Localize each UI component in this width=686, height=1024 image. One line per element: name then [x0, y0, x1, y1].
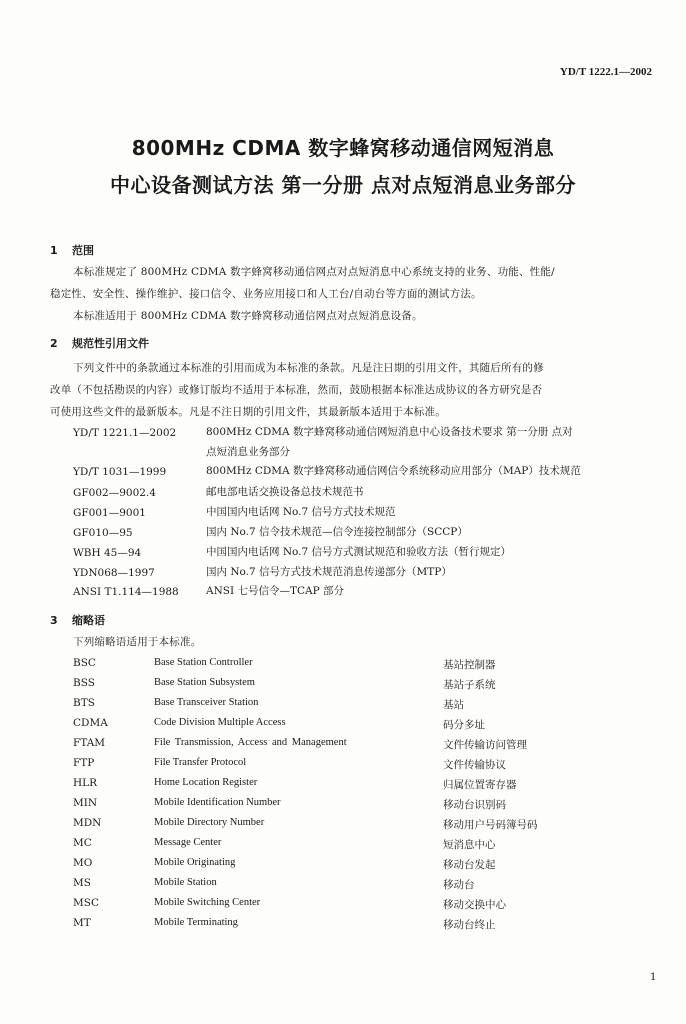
reference-title: 国内 No.7 信号方式技术规范消息传递部分（MTP） [206, 566, 452, 578]
document-title-line1: 800MHz CDMA 数字蜂窝移动通信网短消息 [131, 136, 555, 160]
abbreviation-english: Base Transceiver Station [154, 697, 259, 708]
abbreviation-chinese: 移动交换中心 [443, 899, 506, 911]
section-2-heading [50, 335, 149, 351]
section-title: 规范性引用文件 [72, 337, 149, 350]
abbreviation-english: Mobile Originating [154, 857, 236, 868]
abbreviation-code: HLR [73, 777, 98, 789]
reference-code: YDN068—1997 [73, 567, 155, 579]
abbreviation-code: MC [73, 837, 92, 849]
abbreviation-chinese: 移动台终止 [443, 919, 496, 931]
document-title-line2: 中心设备测试方法 第一分册 点对点短消息业务部分 [110, 173, 576, 197]
abbreviation-chinese: 码分多址 [443, 719, 485, 731]
abbreviation-code: FTAM [73, 737, 106, 749]
abbreviation-english: Mobile Directory Number [154, 817, 265, 828]
reference-code: YD/T 1221.1—2002 [73, 427, 177, 439]
abbreviation-english: Mobile Terminating [154, 917, 238, 928]
abbreviation-english: File Transmission, Access and Management [154, 737, 347, 748]
abbreviation-code: BSC [73, 657, 96, 669]
abbreviation-code: MSC [73, 897, 99, 909]
abbreviation-english: Mobile Identification Number [154, 797, 281, 808]
abbreviation-chinese: 基站 [443, 699, 464, 711]
reference-title: 中国国内电话网 No.7 信号方式技术规范 [206, 506, 396, 518]
section-number: 3 [50, 614, 58, 627]
reference-code: GF001—9001 [73, 507, 146, 519]
section-title: 缩略语 [72, 614, 105, 627]
abbreviation-english: Message Center [154, 837, 222, 848]
section-2-paragraph-line: 下列文件中的条款通过本标准的引用而成为本标准的条款。凡是注日期的引用文件，其随后所有的修 [73, 362, 544, 374]
abbreviation-chinese: 移动台 [443, 879, 475, 891]
abbreviation-code: BSS [73, 677, 95, 689]
reference-title: 国内 No.7 信令技术规范—信令连接控制部分（SCCP） [206, 526, 468, 538]
abbreviation-code: FTP [73, 757, 95, 769]
abbreviation-chinese: 文件传输协议 [443, 759, 506, 771]
reference-title [206, 422, 656, 462]
abbreviation-chinese: 移动用户号码簿号码 [443, 819, 538, 831]
abbreviation-english: Base Station Controller [154, 657, 253, 668]
section-title: 范围 [72, 244, 94, 257]
section-1-paragraph: 本标准适用于 800MHz CDMA 数字蜂窝移动通信网点对点短消息设备。 [73, 310, 423, 322]
abbreviation-chinese: 归属位置寄存器 [443, 779, 517, 791]
section-number: 1 [50, 244, 58, 257]
abbreviation-chinese: 文件传输访问管理 [443, 739, 527, 751]
reference-title: 800MHz CDMA 数字蜂窝移动通信网信令系统移动应用部分（MAP）技术规范 [206, 465, 581, 477]
reference-title: 邮电部电话交换设备总技术规范书 [206, 486, 364, 498]
section-1-paragraph-line: 本标准规定了 800MHz CDMA 数字蜂窝移动通信网点对点短消息中心系统支持的业务、功能、性能/ [73, 266, 555, 278]
section-number: 2 [50, 337, 58, 350]
abbreviation-chinese: 基站子系统 [443, 679, 496, 691]
reference-code: GF002—9002.4 [73, 487, 156, 499]
reference-code: GF010—95 [73, 527, 133, 539]
reference-code: ANSI T1.114—1988 [73, 586, 179, 598]
abbreviation-english: Code Division Multiple Access [154, 717, 286, 728]
reference-code: YD/T 1031—1999 [73, 466, 167, 478]
reference-title: 中国国内电话网 No.7 信号方式测试规范和验收方法（暂行规定） [206, 546, 512, 558]
abbreviation-english: Base Station Subsystem [154, 677, 255, 688]
abbreviation-code: MO [73, 857, 93, 869]
section-3-intro: 下列缩略语适用于本标准。 [73, 636, 202, 648]
reference-title-line: 点短消息业务部分 [206, 446, 290, 458]
abbreviation-english: Mobile Station [154, 877, 217, 888]
reference-code: WBH 45—94 [73, 547, 142, 559]
abbreviation-english: File Transfer Protocol [154, 757, 247, 768]
section-1-paragraph-line: 稳定性、安全性、操作维护、接口信令、业务应用接口和人工台/自动台等方面的测试方法。 [50, 288, 482, 300]
abbreviation-code: MT [73, 917, 91, 929]
abbreviation-english: Mobile Switching Center [154, 897, 261, 908]
abbreviation-english: Home Location Register [154, 777, 258, 788]
section-1-heading [50, 242, 94, 258]
abbreviation-code: CDMA [73, 717, 108, 729]
abbreviation-chinese: 移动台识别码 [443, 799, 506, 811]
abbreviation-chinese: 短消息中心 [443, 839, 496, 851]
page-number: 1 [650, 972, 657, 983]
reference-title-line: 800MHz CDMA 数字蜂窝移动通信网短消息中心设备技术要求 第一分册 点对 [206, 426, 573, 438]
section-2-paragraph-line: 可使用这些文件的最新版本。凡是不注日期的引用文件，其最新版本适用于本标准。 [50, 406, 446, 418]
section-3-heading [50, 612, 105, 628]
abbreviation-code: MIN [73, 797, 98, 809]
section-2-paragraph-line: 改单（不包括勘误的内容）或修订版均不适用于本标准，然而，鼓励根据本标准达成协议的各方研究是否 [50, 384, 543, 396]
abbreviation-code: BTS [73, 697, 95, 709]
abbreviation-code: MS [73, 877, 91, 889]
standard-number: YD/T 1222.1—2002 [559, 66, 652, 78]
abbreviation-chinese: 基站控制器 [443, 659, 496, 671]
reference-title: ANSI 七号信令—TCAP 部分 [206, 585, 344, 597]
abbreviation-code: MDN [73, 817, 102, 829]
abbreviation-chinese: 移动台发起 [443, 859, 496, 871]
